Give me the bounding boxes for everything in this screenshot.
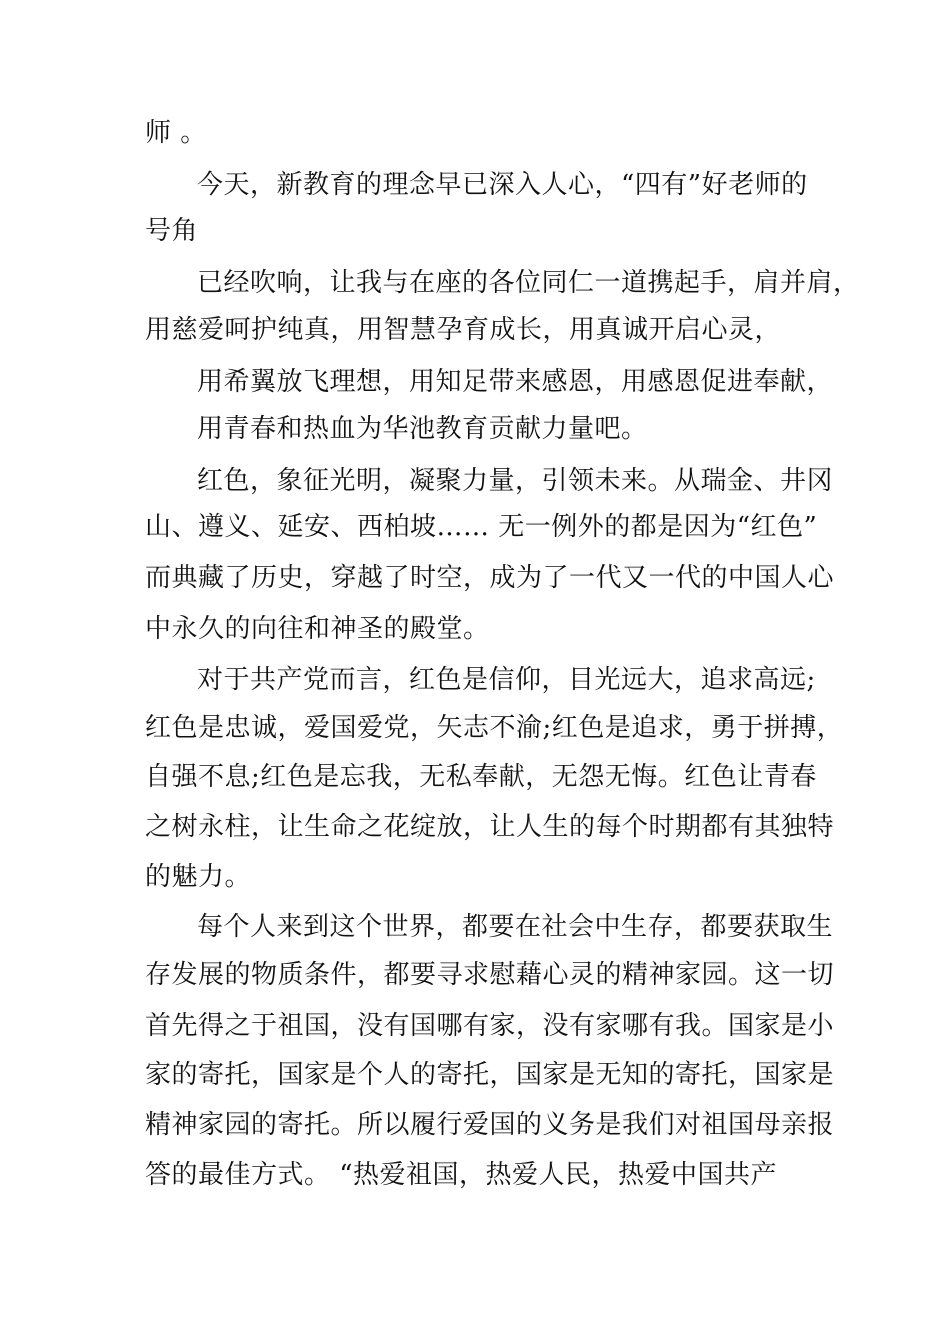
text-line: 之树永柱，让生命之花绽放，让人生的每个时期都有其独特 (145, 812, 835, 842)
text-line: 精神家园的寄托。所以履行爱国的义务是我们对祖国母亲报 (145, 1110, 835, 1140)
text-line: 山、遵义、延安、西柏坡…… 无一例外的都是因为“红色” (145, 512, 818, 542)
text-line: 用青春和热血为华池教育贡献力量吧。 (197, 414, 648, 444)
text-line: 红色，象征光明，凝聚力量，引领未来。从瑞金、井冈 (197, 466, 834, 496)
text-line: 号角 (145, 216, 199, 246)
text-line: 已经吹响，让我与在座的各位同仁一道携起手，肩并肩， (197, 268, 860, 298)
text-line: 答的最佳方式。 “热爱祖国，热爱人民，热爱中国共产 (145, 1160, 778, 1190)
text-line: 存发展的物质条件，都要寻求慰藉心灵的精神家园。这一切 (145, 960, 835, 990)
text-line: 家的寄托，国家是个人的寄托，国家是无知的寄托，国家是 (145, 1060, 835, 1090)
text-line: 今天，新教育的理念早已深入人心，“四有”好老师的 (197, 170, 808, 200)
text-line: 中永久的向往和神圣的殿堂。 (145, 614, 490, 644)
text-line: 而典藏了历史，穿越了时空，成为了一代又一代的中国人心 (145, 563, 835, 593)
text-line: 对于共产党而言，红色是信仰，目光远大，追求高远; (197, 665, 816, 695)
text-line: 用希翼放飞理想，用知足带来感恩，用感恩促进奉献， (197, 367, 834, 397)
text-line: 用慈爱呵护纯真，用智慧孕育成长，用真诚开启心灵， (145, 315, 782, 345)
text-line: 自强不息;红色是忘我，无私奉献，无怨无悔。红色让青春 (145, 762, 817, 792)
text-line: 师 。 (145, 118, 207, 148)
text-line: 每个人来到这个世界，都要在社会中生存，都要获取生 (197, 912, 834, 942)
text-line: 首先得之于祖国，没有国哪有家，没有家哪有我。国家是小 (145, 1011, 835, 1041)
text-line: 红色是忠诚，爱国爱党，矢志不渝;红色是追求，勇于拼搏， (145, 713, 844, 743)
text-line: 的魅力。 (145, 862, 252, 892)
